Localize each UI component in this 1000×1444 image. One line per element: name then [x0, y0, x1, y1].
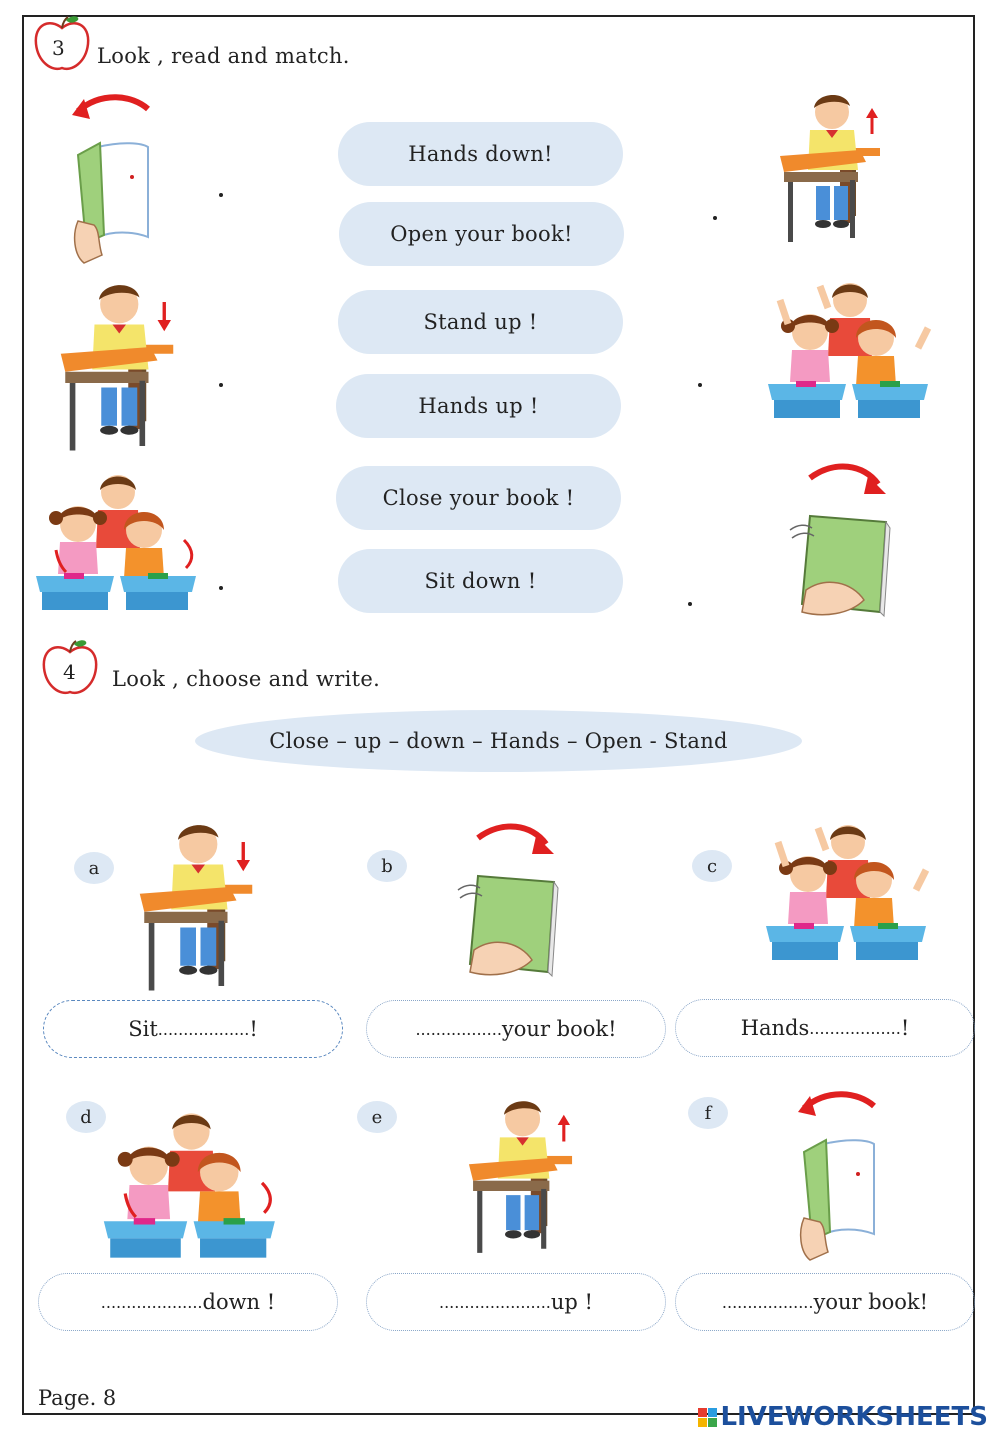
liveworksheets-logo[interactable] [698, 1402, 988, 1432]
answer-box-b[interactable] [366, 1000, 666, 1058]
logo-text: LIVEWORKSHEETS [720, 1402, 988, 1432]
answer-box-f[interactable] [675, 1273, 975, 1331]
item-c-before: Hands [740, 1016, 810, 1040]
open-book-picture [72, 125, 162, 245]
kids-hands-up-picture [768, 278, 938, 433]
item-c-picture [766, 820, 931, 970]
answer-box-d[interactable] [38, 1273, 338, 1331]
item-f-label: f [688, 1097, 728, 1129]
logo-squares-icon [698, 1408, 717, 1427]
answer-box-c[interactable] [675, 999, 975, 1057]
item-e-blank[interactable]: ...................... [439, 1292, 551, 1312]
item-d-label: d [66, 1101, 106, 1133]
match-dot-right-1[interactable] [713, 216, 717, 220]
item-c-label: c [692, 850, 732, 882]
item-a-picture [126, 815, 266, 995]
match-dot-right-3[interactable] [688, 602, 692, 606]
item-a-after: ! [249, 1017, 258, 1041]
item-a-blank[interactable]: .................. [157, 1019, 250, 1039]
boy-sitting-down-picture [52, 275, 182, 455]
item-b-picture [458, 860, 568, 985]
item-e-label: e [357, 1101, 397, 1133]
match-phrase-close-your-book[interactable]: Close your book ! [336, 466, 621, 530]
section4-number: 4 [63, 660, 76, 684]
match-phrase-hands-up[interactable]: Hands up ! [336, 374, 621, 438]
section3-number: 3 [52, 36, 65, 60]
page-number: Page. 8 [38, 1386, 117, 1410]
match-phrase-hands-down[interactable]: Hands down! [338, 122, 623, 186]
item-c-after: ! [900, 1016, 910, 1040]
closed-book-picture [790, 500, 900, 630]
item-a-label: a [74, 852, 114, 884]
item-c-blank[interactable]: .................. [809, 1018, 901, 1038]
item-d-picture [102, 1108, 282, 1263]
kids-hands-down-picture [36, 470, 201, 620]
answer-box-e[interactable] [366, 1273, 666, 1331]
item-f-after: your book! [813, 1290, 929, 1314]
item-b-after: your book! [501, 1017, 617, 1041]
match-dot-left-1[interactable] [219, 193, 223, 197]
match-dot-right-2[interactable] [698, 383, 702, 387]
item-b-blank[interactable]: ................. [415, 1019, 502, 1039]
item-d-after: down ! [202, 1290, 276, 1314]
boy-standing-up-picture [770, 86, 890, 246]
item-f-picture [798, 1122, 888, 1247]
section4-title: Look , choose and write. [112, 667, 381, 691]
match-dot-left-2[interactable] [219, 383, 223, 387]
match-phrase-sit-down[interactable]: Sit down ! [338, 549, 623, 613]
item-b-label: b [367, 850, 407, 882]
item-e-picture [458, 1092, 583, 1257]
answer-box-a[interactable] [43, 1000, 343, 1058]
match-phrase-stand-up[interactable]: Stand up ! [338, 290, 623, 354]
match-dot-left-3[interactable] [219, 586, 223, 590]
word-bank: Close – up – down – Hands – Open - Stand [195, 710, 802, 772]
item-a-before: Sit [128, 1017, 158, 1041]
item-d-blank[interactable]: .................... [100, 1292, 203, 1312]
item-e-after: up ! [550, 1290, 593, 1314]
section3-title: Look , read and match. [97, 44, 350, 68]
match-phrase-open-your-book[interactable]: Open your book! [339, 202, 624, 266]
item-f-blank[interactable]: .................. [721, 1292, 814, 1312]
